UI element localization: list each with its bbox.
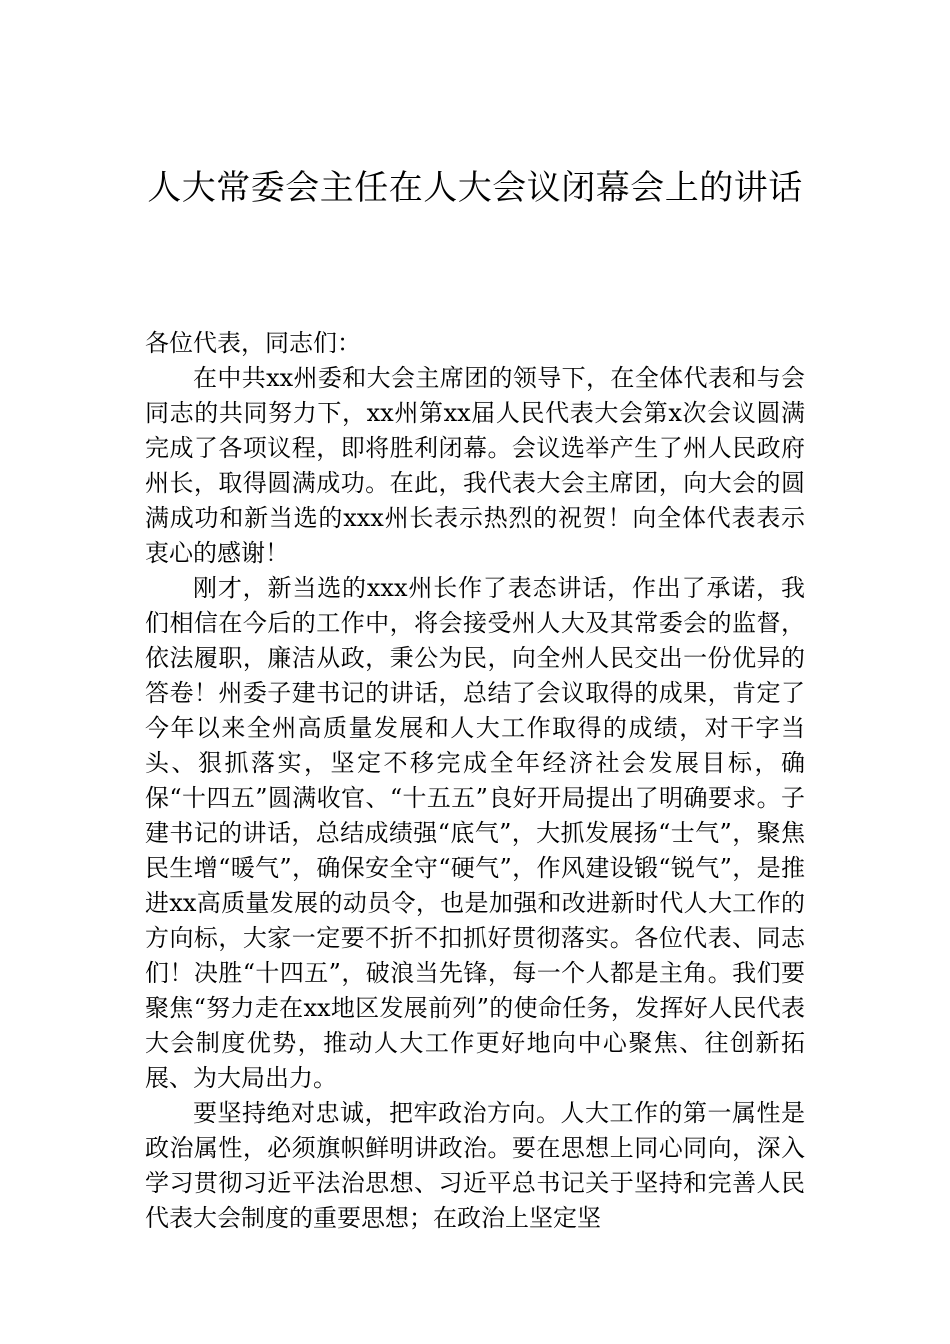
salutation: 各位代表，同志们： xyxy=(145,329,361,357)
paragraph-1: 在中共xx州委和大会主席团的领导下，在全体代表和与会同志的共同努力下，xx州第xx届人民代表大会第x次会议圆满完成了各项议程，即将胜利闭幕。会议选举产生了州人民政府州长，取得圆满成功。在此，我代表大会主席团，向大会的圆满成功和新当选的xxx州长表示热烈的祝贺！向全体代表表示衷心的感谢！ xyxy=(145,364,805,567)
paragraph-3: 要坚持绝对忠诚，把牢政治方向。人大工作的第一属性是政治属性，必须旗帜鲜明讲政治。要在思想上同心同向，深入学习贯彻习近平法治思想、习近平总书记关于坚持和完善人民代表大会制度的重要思想；在政治上坚定坚 xyxy=(145,1099,805,1232)
document-title: 人大常委会主任在人大会议闭幕会上的讲话 xyxy=(147,168,803,208)
paragraph-2: 刚才，新当选的xxx州长作了表态讲话，作出了承诺，我们相信在今后的工作中，将会接受州人大及其常委会的监督，依法履职，廉洁从政，秉公为民，向全州人民交出一份优异的答卷！州委子建书记的讲话，总结了会议取得的成果，肯定了今年以来全州高质量发展和人大工作取得的成绩，对干字当头、狠抓落实，坚定不移完成全年经济社会发展目标，确保“十四五”圆满收官、“十五五”良好开局提出了明确要求。子建书记的讲话，总结成绩强“底气”，大抓发展扬“士气”，聚焦民生增“暖气”，确保安全守“硬气”，作风建设锻“锐气”，是推进xx高质量发展的动员令，也是加强和改进新时代人大工作的方向标，大家一定要不折不扣抓好贯彻落实。各位代表、同志们！决胜“十四五”，破浪当先锋，每一个人都是主角。我们要聚焦“努力走在xx地区发展前列”的使命任务，发挥好人民代表大会制度优势，推动人大工作更好地向中心聚焦、往创新拓展、为大局出力。 xyxy=(145,574,805,1092)
document-body xyxy=(145,326,805,1236)
